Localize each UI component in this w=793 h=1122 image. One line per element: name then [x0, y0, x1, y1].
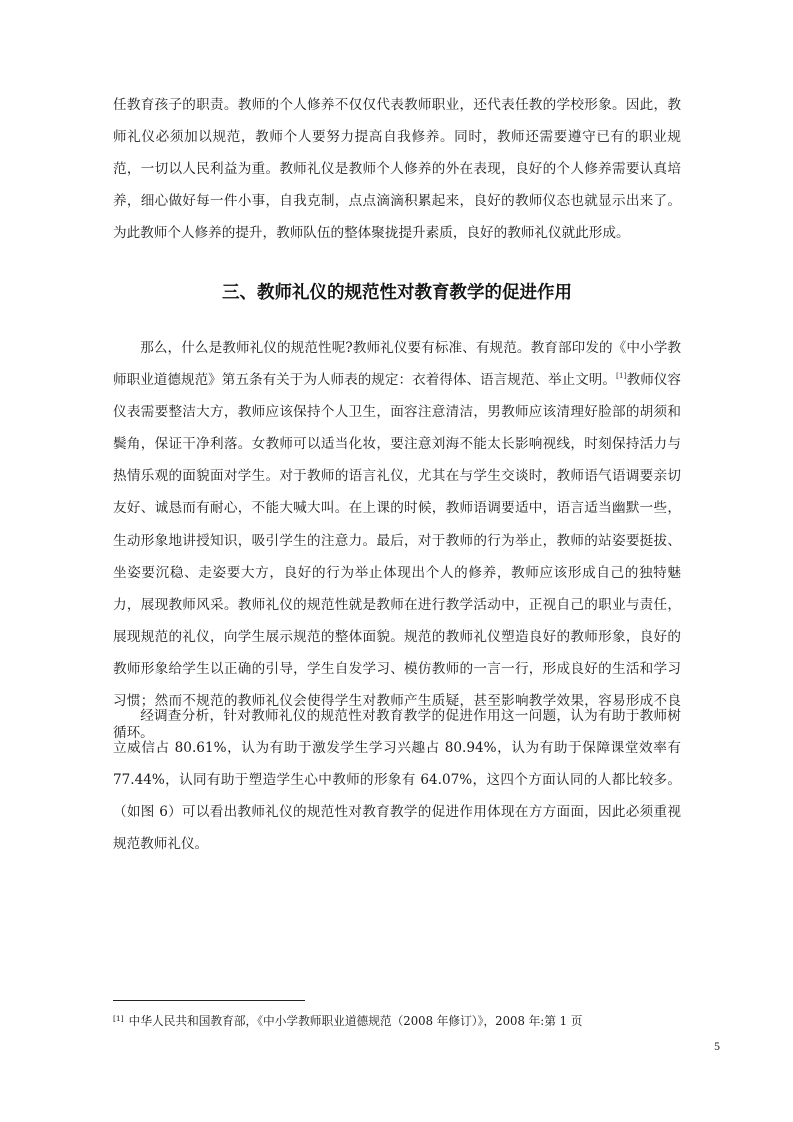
paragraph-1-text-b: 教师仪容仪表需要整洁大方，教师应该保持个人卫生，面容注意清洁，男教师应该清理好脸部的胡须和鬓角，保证干净利落。女教师可以适当化妆，要注意刘海不能太长影响视线，时刻保持活力与热情乐观的面貌面对学生。对于教师的语言礼仪，尤其在与学生交谈时，教师语气语调要亲切友好、诚恳而有耐心，不能大喊大叫。在上课的时候，教师语调要适中，语言适当幽默一些，生动形象地讲授知识，吸引学生的注意力。最后，对于教师的行为举止，教师的站姿要挺拔、坐姿要沉稳、走姿要大方，良好的行为举止体现出个人的修养，教师应该形成自己的独特魅力，展现教师风采。教师礼仪的规范性就是教师在进行教学活动中，正视自己的职业与责任，展现规范的礼仪，向学生展示规范的整体面貌。规范的教师礼仪塑造良好的教师形象，良好的教师形象给学生以正确的引导，学生自发学习、模仿教师的一言一行，形成良好的生活和学习习惯；然而不规范的教师礼仪会使得学生对教师产生质疑，甚至影响教学效果，容易形成不良循环。 — [113, 372, 682, 742]
page-number: 5 — [714, 1040, 720, 1053]
body-paragraph-continued: 任教育孩子的职责。教师的个人修养不仅仅代表教师职业，还代表任教的学校形象。因此，教师礼仪必须加以规范，教师个人要努力提高自我修养。同时，教师还需要遵守已有的职业规范，一切以人民利益为重。教师礼仪是教师个人修养的外在表现，良好的个人修养需要认真培养，细心做好每一件小事，自我克制，点点滴滴积累起来，良好的教师仪态也就显示出来了。为此教师个人修养的提升，教师队伍的整体聚拢提升素质，良好的教师礼仪就此形成。 — [113, 97, 681, 242]
section-heading: 三、教师礼仪的规范性对教育教学的促进作用 — [222, 283, 572, 303]
footnote — [113, 1010, 693, 1030]
paragraph-1-text-a: 那么，什么是教师礼仪的规范性呢?教师礼仪要有标准、有规范。教育部印发的《中小学教师职业道德规范》第五条有关于为人师表的规定：衣着得体、语言规范、举止文明。 — [113, 340, 681, 389]
footnote-separator — [113, 1000, 305, 1001]
footnote-marker: [1] — [113, 1014, 124, 1023]
footnote-text: 中华人民共和国教育部，《中小学教师职业道德规范（2008 年修订）》，2008 年:第 1 页 — [128, 1014, 583, 1028]
footnote-reference[interactable]: [1] — [616, 371, 627, 381]
body-paragraph-1 — [113, 332, 681, 749]
body-paragraph-2: 经调查分析，针对教师礼仪的规范性对教育教学的促进作用这一问题，认为有助于教师树立威信占 80.61%，认为有助于激发学生学习兴趣占 80.94%，认为有助于保障课堂效率有 77.44%，认同有助于塑造学生心中教师的形象有 64.07%，这四个方面认同的人都比较多。（如图 6）可以看出教师礼仪的规范性对教育教学的促进作用体现在方方面面，因此必须重视规范教师礼仪。 — [113, 708, 681, 853]
